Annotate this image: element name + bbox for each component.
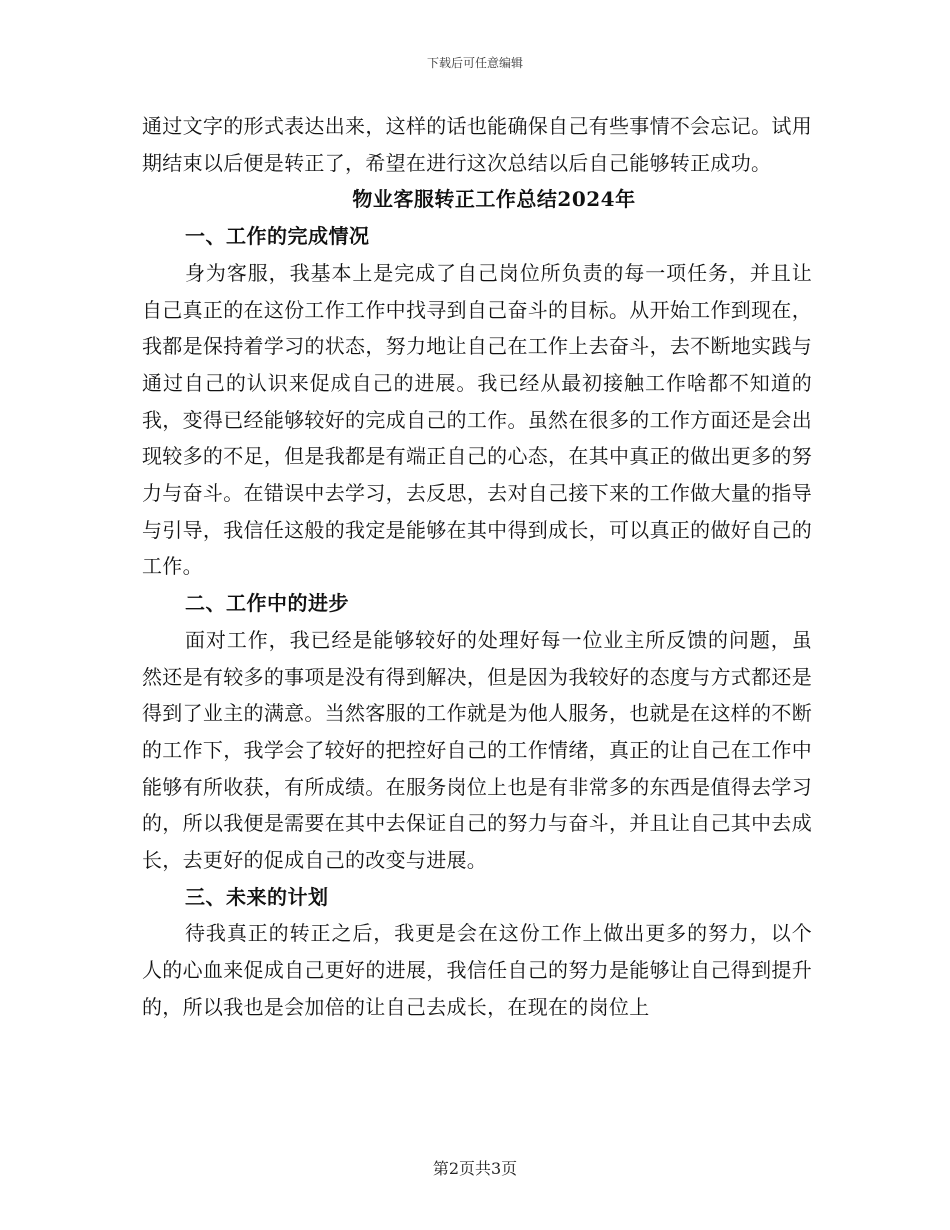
section-body-1: 身为客服，我基本上是完成了自己岗位所负责的每一项任务，并且让自己真正的在这份工作工作中找寻到自己奋斗的目标。从开始工作到现在，我都是保持着学习的状态，努力地让自己在工作上去奋斗，去不断地实践与通过自己的认识来促成自己的进展。我已经从最初接触工作啥都不知道的我，变得已经能够较好的完成自己的工作。虽然在很多的工作方面还是会出现较多的不足，但是我都是有端正自己的心态，在其中真正的做出更多的努力与奋斗。在错误中去学习，去反思，去对自己接下来的工作做大量的指导与引导，我信任这般的我定是能够在其中得到成长，可以真正的做好自己的工作。	[142, 260, 812, 579]
section-body-2: 面对工作，我已经是能够较好的处理好每一位业主所反馈的问题，虽然还是有较多的事项是没有得到解决，但是因为我较好的态度与方式都还是得到了业主的满意。当然客服的工作就是为他人服务，也就是在这样的不断的工作下，我学会了较好的把控好自己的工作情绪，真正的让自己在工作中能够有所收获，有所成绩。在服务岗位上也是有非常多的东西是值得去学习的，所以我便是需要在其中去保证自己的努力与奋斗，并且让自己其中去成长，去更好的促成自己的改变与进展。	[142, 627, 812, 873]
section-heading-1: 一、工作的完成情况	[185, 224, 370, 249]
document-body	[142, 108, 812, 1026]
page-header: 下载后可任意编辑	[426, 56, 523, 70]
section-heading-3: 三、未来的计划	[185, 884, 329, 909]
section-heading-2: 二、工作中的进步	[185, 591, 349, 616]
section-body-3: 待我真正的转正之后，我更是会在这份工作上做出更多的努力，以个人的心血来促成自己更好的进展，我信任自己的努力是能够让自己得到提升的，所以我也是会加倍的让自己去成长，在现在的岗位上	[142, 921, 812, 1019]
document-title: 物业客服转正工作总结2024年	[352, 187, 636, 212]
continuation-paragraph: 通过文字的形式表达出来，这样的话也能确保自己有些事情不会忘记。试用期结束以后便是转正了，希望在进行这次总结以后自己能够转正成功。	[142, 114, 812, 175]
page-number: 第2页共3页	[432, 1159, 518, 1178]
